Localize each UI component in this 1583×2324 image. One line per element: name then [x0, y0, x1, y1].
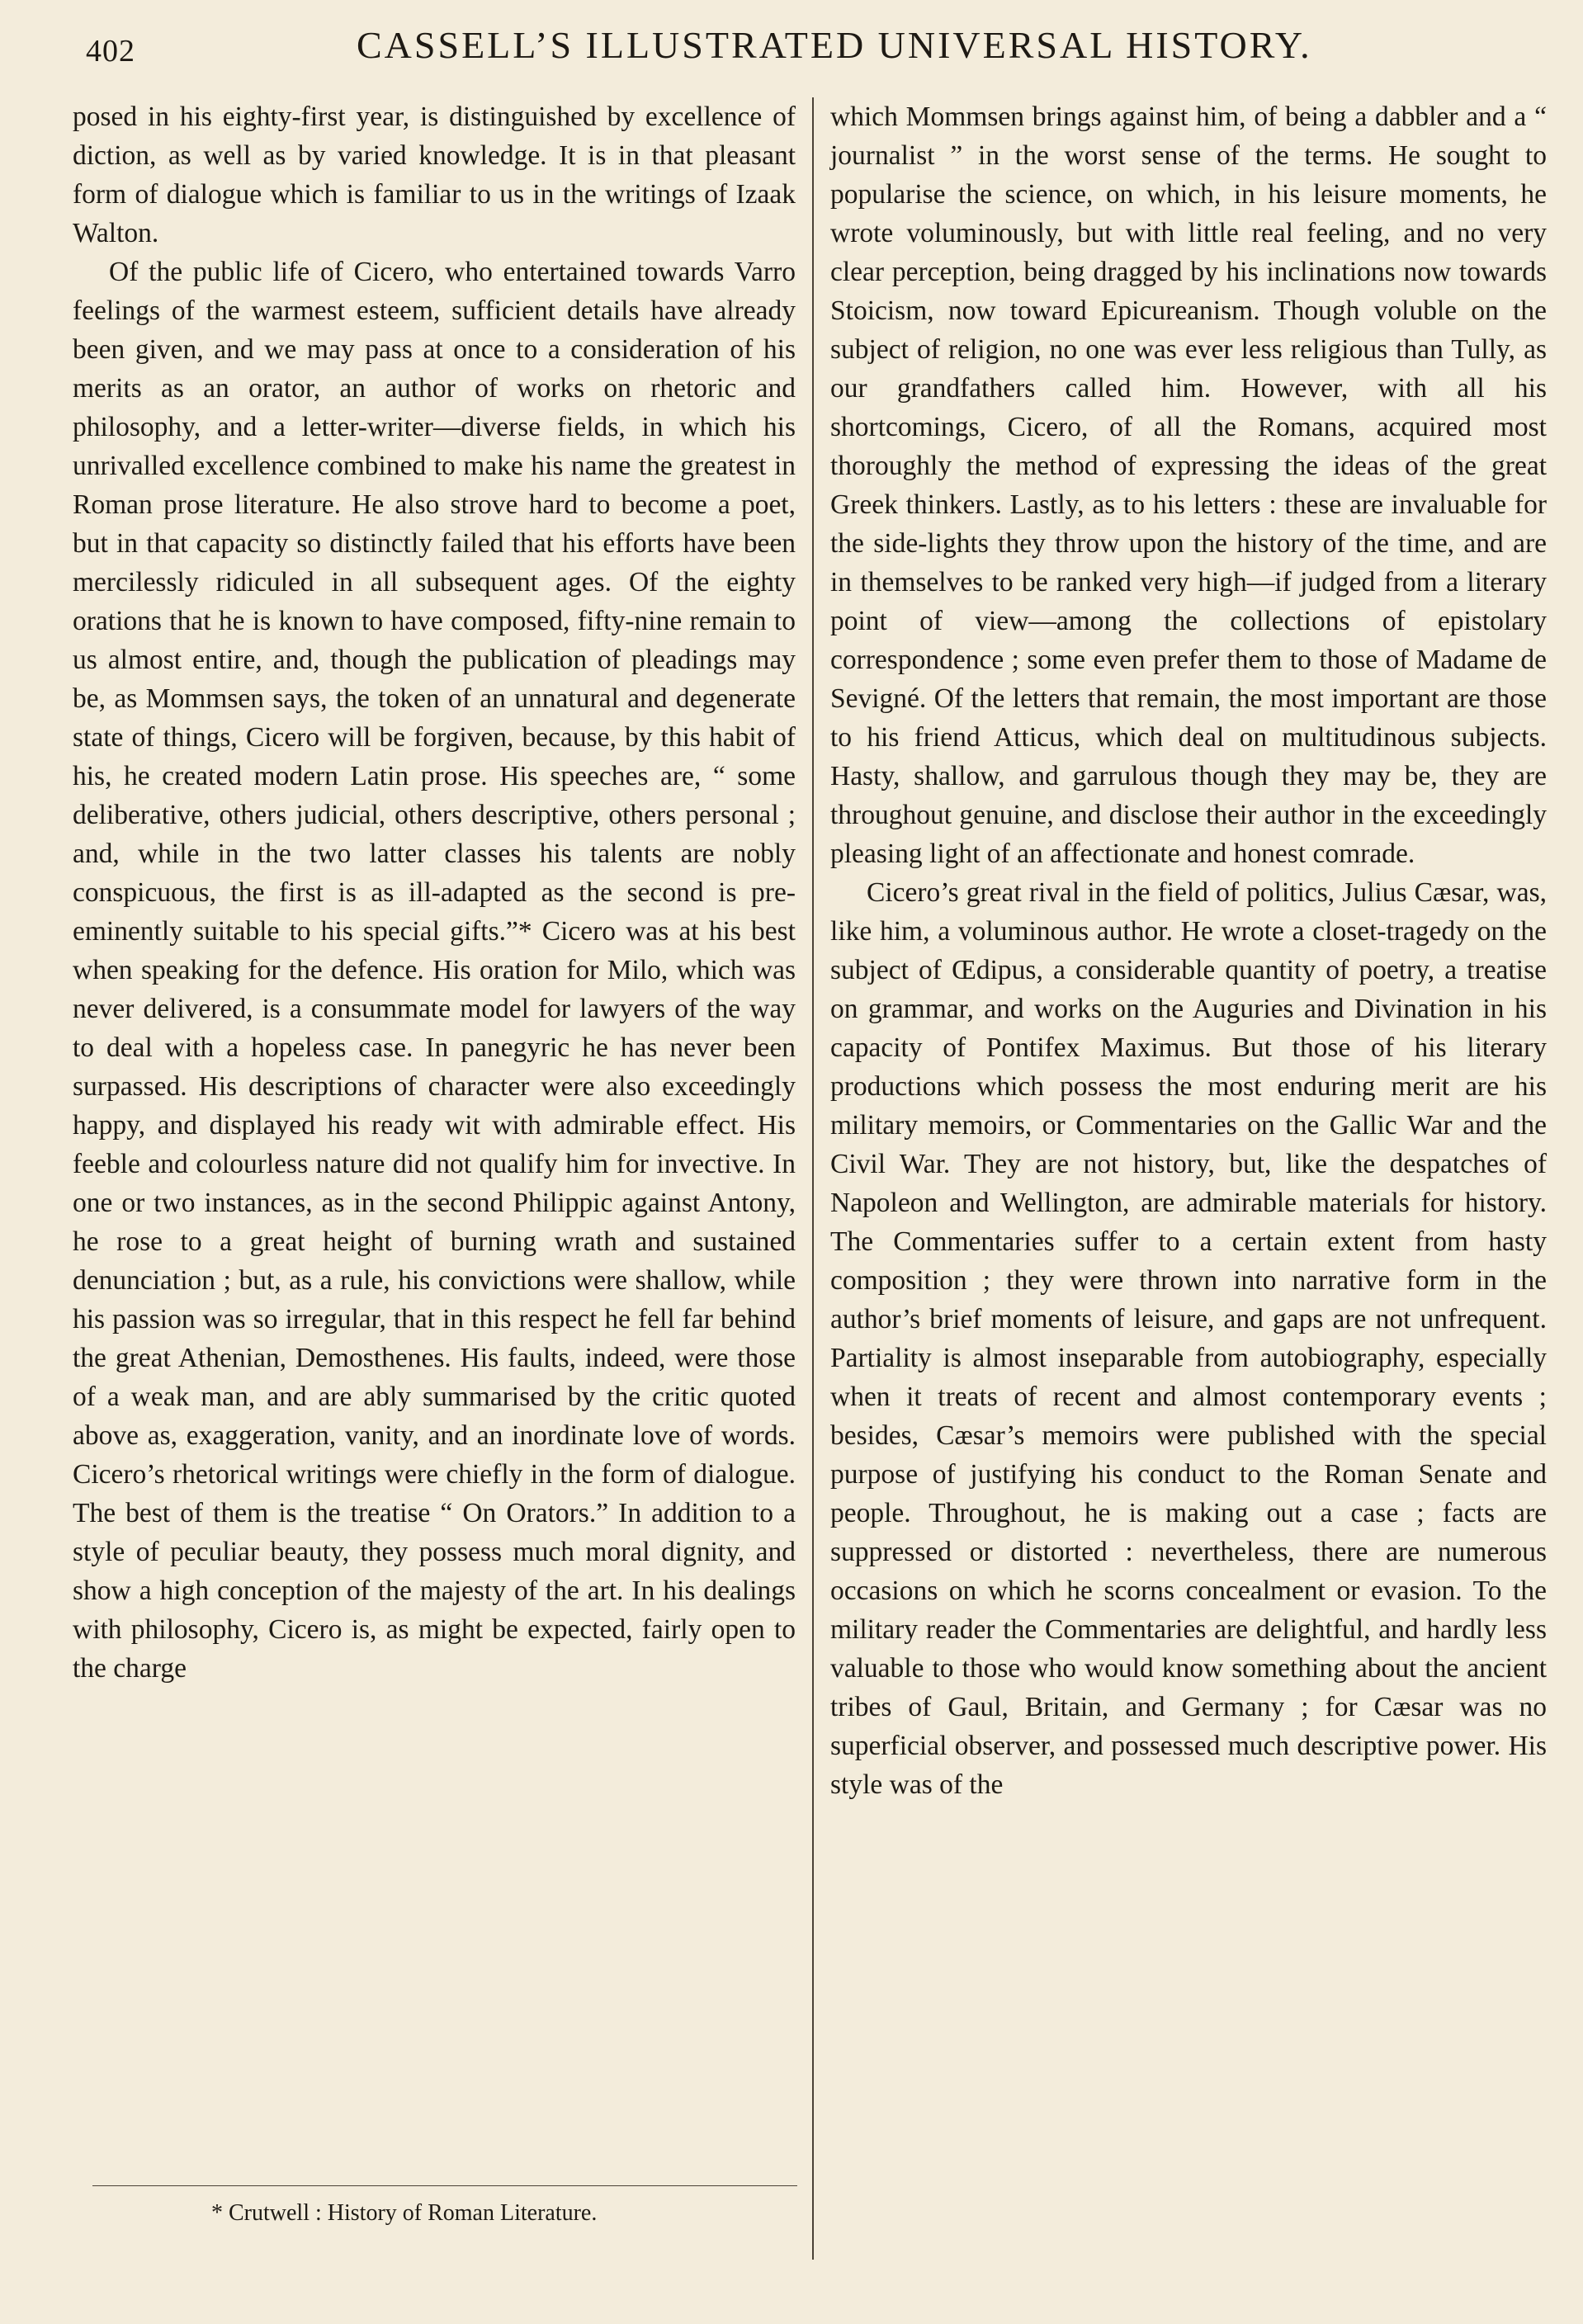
page-header	[0, 23, 1583, 73]
left-column	[73, 97, 796, 1688]
running-title: CASSELL’S ILLUSTRATED UNIVERSAL HISTORY.	[357, 24, 1312, 66]
right-column	[830, 97, 1547, 1804]
left-paragraph-2: Of the public life of Cicero, who entertained towards Varro feelings of the warmest esteem, sufficient details have already been given, and we may pass at once to a consideration of his merits as an orator, an author of works on rhetoric and philosophy, and a letter-writer—diverse fields, in which his unrivalled excellence combined to make his name the greatest in Roman prose literature. He also strove hard to become a poet, but in that capacity so distinctly failed that his efforts have been mercilessly ridiculed in all subsequent ages. Of the eighty orations that he is known to have composed, fifty-nine remain to us almost entire, and, though the publication of pleadings may be, as Mommsen says, the token of an unnatural and degenerate state of things, Cicero will be forgiven, because, by this habit of his, he created modern Latin prose. His speeches are, “ some deliberative, others judicial, others descriptive, others personal ; and, while in the two latter classes his talents are nobly conspicuous, the first is as ill-adapted as the second is pre-eminently suitable to his special gifts.”* Cicero was at his best when speaking for the defence. His oration for Milo, which was never delivered, is a consummate model for lawyers of the way to deal with a hopeless case. In panegyric he has never been surpassed. His descriptions of character were also exceedingly happy, and displayed his ready wit with admirable effect. His feeble and colourless nature did not qualify him for invective. In one or two instances, as in the second Philippic against Antony, he rose to a great height of burning wrath and sustained denunciation ; but, as a rule, his convictions were shallow, while his passion was so irregular, that in this respect he fell far behind the great Athenian, Demosthenes. His faults, indeed, were those of a weak man, and are ably summarised by the critic quoted above as, exaggeration, vanity, and an inordinate love of words. Cicero’s rhetorical writings were chiefly in the form of dialogue. The best of them is the treatise “ On Orators.” In addition to a style of peculiar beauty, they possess much moral dignity, and show a high conception of the majesty of the art. In his dealings with philosophy, Cicero is, as might be expected, fairly open to the charge	[73, 257, 796, 1684]
column-divider	[812, 97, 814, 2260]
right-paragraph-1: which Mommsen brings against him, of being a dabbler and a “ journalist ” in the worst sense of the terms. He sought to popularise the science, on which, in his leisure moments, he wrote voluminously, but with little real feeling, and no very clear perception, being dragged by his inclinations now towards Stoicism, now toward Epicureanism. Though voluble on the subject of religion, no one was ever less religious than Tully, as our grandfathers called him. However, with all his shortcomings, Cicero, of all the Romans, acquired most thoroughly the method of expressing the ideas of the great Greek thinkers. Lastly, as to his letters : these are invaluable for the side-lights they throw upon the history of the time, and are in themselves to be ranked very high—if judged from a literary point of view—among the collections of epistolary correspondence ; some even prefer them to those of Madame de Sevigné. Of the letters that remain, the most important are those to his friend Atticus, which deal on multitudinous subjects. Hasty, shallow, and garrulous though they may be, they are throughout genuine, and disclose their author in the exceedingly pleasing light of an affectionate and honest comrade.	[830, 102, 1547, 869]
right-paragraph-2: Cicero’s great rival in the field of politics, Julius Cæsar, was, like him, a voluminous author. He wrote a closet-tragedy on the subject of Œdipus, a considerable quantity of poetry, a treatise on grammar, and works on the Auguries and Divination in his capacity of Pontifex Maximus. But those of his literary productions which possess the most enduring merit are his military memoirs, or Commentaries on the Gallic War and the Civil War. They are not history, but, like the despatches of Napoleon and Wellington, are admirable materials for history. The Commentaries suffer to a certain extent from hasty composition ; they were thrown into narrative form in the author’s brief moments of leisure, and gaps are not unfrequent. Partiality is almost inseparable from autobiography, especially when it treats of recent and almost contemporary events ; besides, Cæsar’s memoirs were published with the special purpose of justifying his conduct to the Roman Senate and people. Throughout, he is making out a case ; facts are suppressed or distorted : nevertheless, there are numerous occasions on which he scorns concealment or evasion. To the military reader the Commentaries are delightful, and hardly less valuable to those who would know something about the ancient tribes of Gaul, Britain, and Germany ; for Cæsar was no superficial observer, and possessed much descriptive power. His style was of the	[830, 877, 1547, 1800]
left-paragraph-1: posed in his eighty-first year, is distinguished by excellence of diction, as well as by varied knowledge. It is in that pleasant form of dialogue which is familiar to us in the writings of Izaak Walton.	[73, 102, 796, 248]
page-number: 402	[86, 34, 135, 68]
footnote-rule	[92, 2185, 797, 2186]
footnote: * Crutwell : History of Roman Literature.	[211, 2200, 598, 2226]
